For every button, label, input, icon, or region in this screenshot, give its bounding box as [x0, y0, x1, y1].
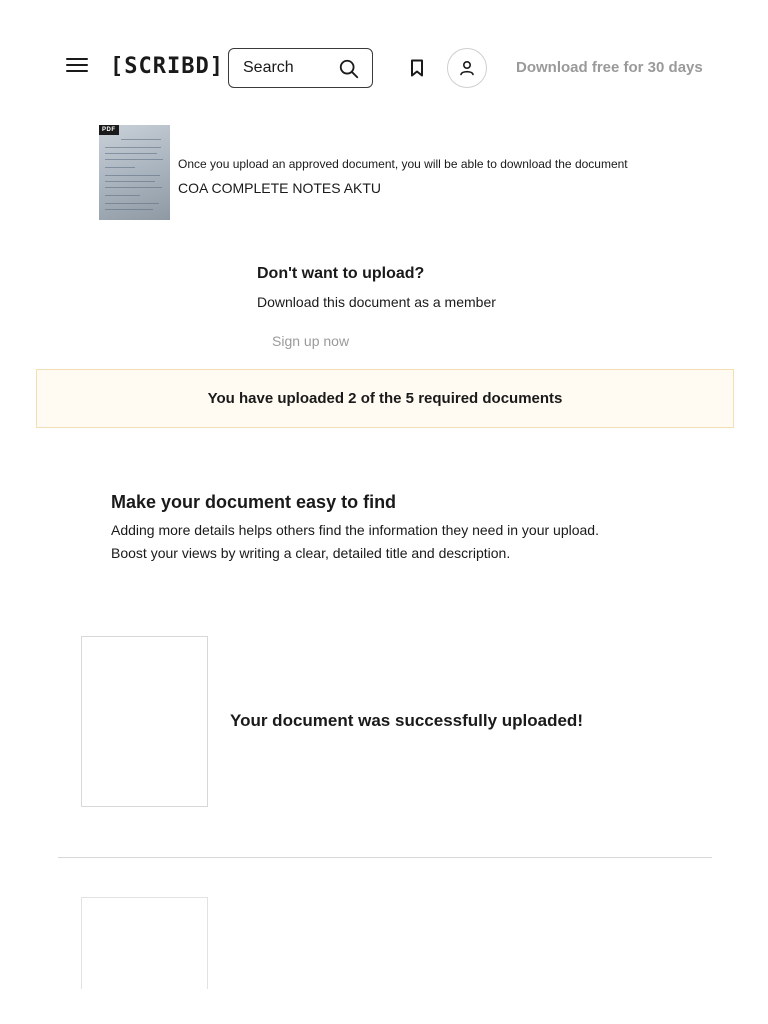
- no-upload-heading: Don't want to upload?: [257, 265, 425, 282]
- upload-requirement-note: Once you upload an approved document, you will be able to download the document: [178, 157, 628, 171]
- search-icon[interactable]: [338, 58, 360, 80]
- upload-progress-banner: [36, 369, 734, 428]
- find-section-heading: Make your document easy to find: [111, 492, 397, 512]
- hamburger-menu-icon[interactable]: [66, 58, 88, 78]
- header: [0, 0, 768, 136]
- scribd-logo[interactable]: [SCRIBD]: [110, 54, 224, 79]
- next-file-preview: [81, 897, 208, 989]
- download-free-trial-link[interactable]: Download free for 30 days: [516, 59, 703, 76]
- section-divider: [58, 857, 712, 858]
- search-box[interactable]: [228, 48, 373, 88]
- find-section-description-line-2: Boost your views by writing a clear, detailed title and description.: [111, 545, 511, 561]
- upload-success-message: Your document was successfully uploaded!: [230, 711, 583, 730]
- search-input[interactable]: [243, 59, 333, 77]
- bookmark-icon[interactable]: [410, 59, 424, 77]
- find-section-description-line-1: Adding more details helps others find the information they need in your upload.: [111, 522, 599, 538]
- document-title[interactable]: COA COMPLETE NOTES AKTU: [178, 180, 382, 196]
- no-upload-subtext: Download this document as a member: [257, 294, 496, 310]
- user-account-button[interactable]: [447, 48, 487, 88]
- uploaded-file-preview: [81, 636, 208, 807]
- uploaded-document-thumbnail[interactable]: [99, 125, 170, 220]
- sign-up-now-button[interactable]: Sign up now: [272, 333, 350, 349]
- user-icon: [458, 59, 476, 77]
- upload-progress-message: You have uploaded 2 of the 5 required documents: [207, 390, 563, 407]
- pdf-badge: PDF: [99, 125, 119, 135]
